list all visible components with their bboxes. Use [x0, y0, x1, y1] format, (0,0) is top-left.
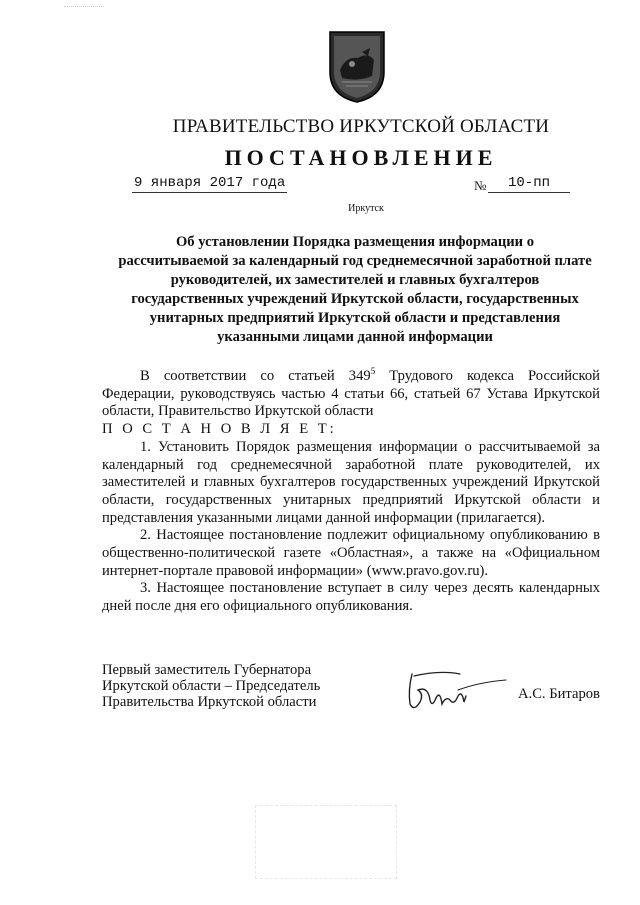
decree-word: П О С Т А Н О В Л Я Е Т: — [102, 421, 337, 438]
heading-line: Об установлении Порядка размещения информации о — [175, 234, 535, 250]
preamble-after: Трудового кодекса Российской Федерации, руководствуясь частью 4 статьи 66, статьей 67 Устава Иркутской области, Правительство Иркутской области — [102, 368, 600, 420]
government-title: ПРАВИТЕЛЬСТВО ИРКУТСКОЙ ОБЛАСТИ — [172, 116, 550, 137]
signer-title-line: Иркутской области – Председатель — [102, 678, 321, 694]
number-sign: № — [474, 178, 487, 193]
document-body — [102, 368, 600, 616]
handwritten-signature-icon — [400, 660, 510, 720]
signer-title-line: Правительства Иркутской области — [102, 694, 317, 710]
preamble-paragraph — [102, 368, 600, 421]
heading-line: руководителей, их заместителей и главных бухгалтеров — [170, 272, 540, 288]
heading-line: указанными лицами данной информации — [217, 329, 493, 345]
signer-title-line: Первый заместитель Губернатора — [102, 662, 312, 678]
heading-line: государственных учреждений Иркутской области, государственных — [131, 291, 579, 307]
heading-line: унитарных предприятий Иркутской области и представления — [149, 310, 561, 326]
document-heading — [100, 233, 610, 347]
heading-line: рассчитываемой за календарный год среднемесячной заработной плате — [118, 253, 592, 269]
signer-title — [102, 662, 320, 710]
item-3: 3. Настоящее постановление вступает в силу через десять календарных дней после дня его официального опубликования. — [102, 580, 600, 615]
city-name: Иркутск — [348, 203, 384, 214]
article-superscript: 5 — [370, 366, 376, 377]
document-type: ПОСТАНОВЛЕНИЕ — [224, 145, 498, 170]
scan-artifact — [64, 6, 104, 13]
signer-name: А.С. Битаров — [518, 686, 600, 702]
item-2: 2. Настоящее постановление подлежит официальному опубликованию в общественно-политической газете «Областная», а также на «Официальном интернет-портале правовой информации» (www.pravo.gov.ru). — [102, 527, 600, 579]
item-1: 1. Установить Порядок размещения информации о рассчитываемой за календарный год среднемесячной заработной плате руководителей, их заместителей и главных бухгалтеров государственных учреждений Иркутской области, государственных унитарных предприятий Иркутской области и представления указанными лицами данной информации (прилагается). — [102, 438, 600, 526]
document-date: 9 января 2017 года — [134, 175, 286, 191]
preamble-before: В соответствии со статьей 349 — [140, 368, 371, 384]
stamp-icon — [255, 805, 397, 879]
coat-of-arms-icon — [328, 30, 386, 104]
document-number: 10-пп — [488, 175, 570, 193]
